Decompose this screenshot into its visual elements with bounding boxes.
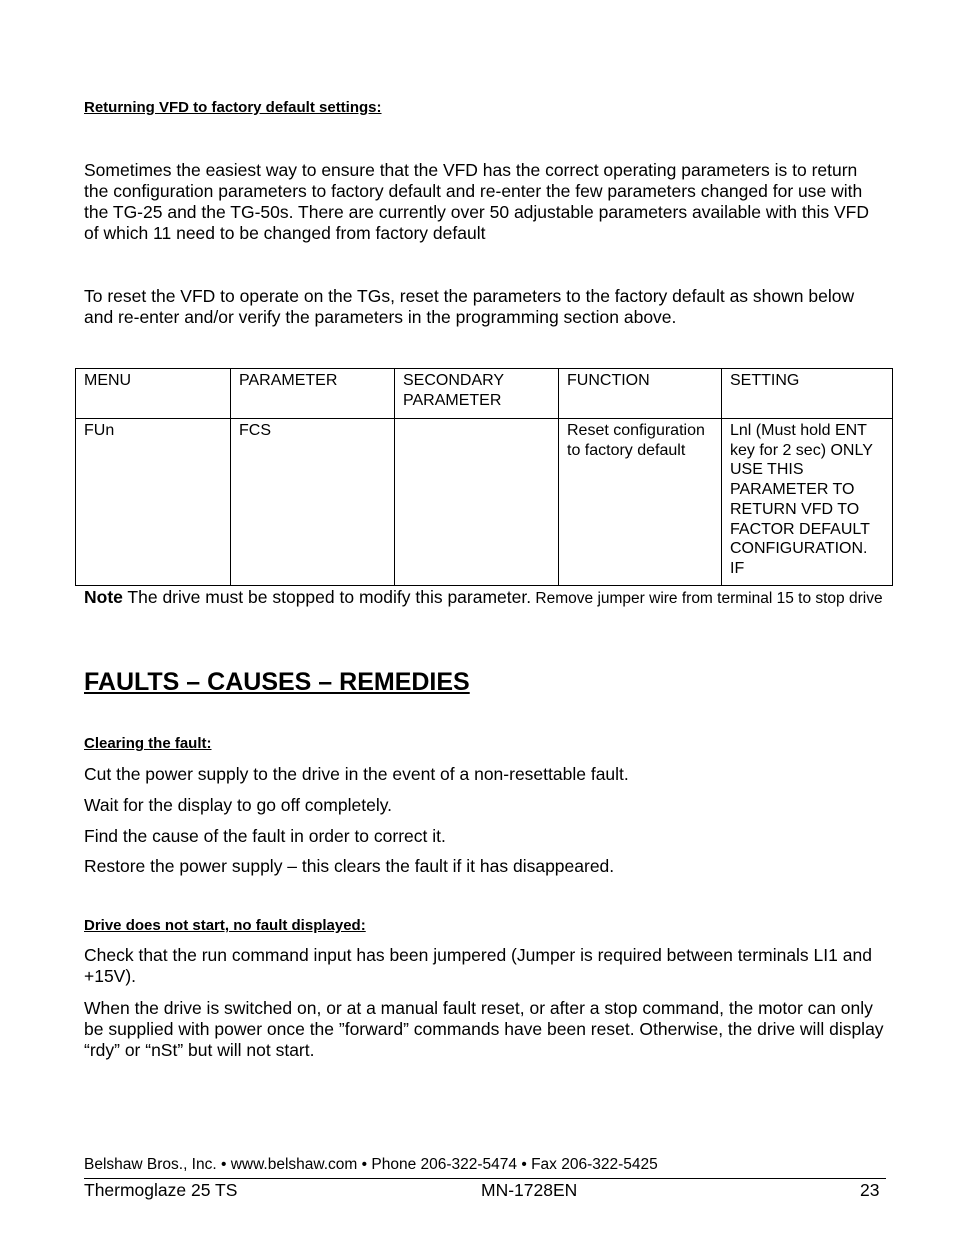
no-start-heading: Drive does not start, no fault displayed:: [84, 917, 366, 934]
cell-secondary-parameter: [395, 419, 559, 586]
footer-document-number: MN-1728EN: [481, 1180, 578, 1200]
note-text: The drive must be stopped to modify this parameter.: [122, 587, 532, 607]
reset-instructions-paragraph: To reset the VFD to operate on the TGs, reset the parameters to the factory default as shown below and re-enter and/or verify the parameters in the programming section above.: [84, 286, 855, 327]
intro-paragraph: Sometimes the easiest way to ensure that the VFD has the correct operating parameters is to return the configuration parameters to factory default and re-enter the few parameters changed for use with the TG-25 and the TG-50s. There are currently over 50 adjustable parameters available with this VFD of which 11 need to be changed from factory default: [84, 160, 869, 243]
note-paragraph: [84, 587, 884, 609]
parameter-table: [75, 368, 893, 586]
clearing-step-3: Find the cause of the fault in order to correct it.: [84, 826, 446, 846]
note-label: Note: [84, 587, 123, 607]
cell-menu: FUn: [76, 419, 231, 586]
note-small-text: Remove jumper wire from terminal 15 to stop drive: [531, 590, 883, 607]
cell-function: Reset configuration to factory default: [559, 419, 722, 586]
table-row: [76, 419, 893, 586]
section-heading-factory-default: Returning VFD to factory default settings:: [84, 99, 382, 116]
no-start-paragraph-1: Check that the run command input has been jumpered (Jumper is required between terminals LI1 and +15V).: [84, 945, 872, 986]
footer-page-number: 23: [860, 1180, 880, 1200]
clearing-step-4: Restore the power supply – this clears the fault if it has disappeared.: [84, 856, 615, 876]
faults-title: FAULTS – CAUSES – REMEDIES: [84, 668, 470, 696]
clearing-fault-heading: Clearing the fault:: [84, 735, 212, 752]
cell-setting: Lnl (Must hold ENT key for 2 sec) ONLY USE THIS PARAMETER TO RETURN VFD TO FACTOR DEFAULT CONFIGURATION. IF: [722, 419, 893, 586]
clearing-step-1: Cut the power supply to the drive in the event of a non-resettable fault.: [84, 764, 629, 784]
clearing-step-2: Wait for the display to go off completely.: [84, 795, 393, 815]
footer-divider: [84, 1178, 886, 1179]
header-secondary-parameter: SECONDARY PARAMETER: [395, 369, 559, 419]
footer-company-info: Belshaw Bros., Inc. • www.belshaw.com • Phone 206-322-5474 • Fax 206-322-5425: [84, 1156, 658, 1173]
header-setting: SETTING: [722, 369, 893, 419]
header-menu: MENU: [76, 369, 231, 419]
header-parameter: PARAMETER: [231, 369, 395, 419]
no-start-paragraph-2: When the drive is switched on, or at a manual fault reset, or after a stop command, the motor can only be supplied with power once the ”forward” commands have been reset. Otherwise, the drive will display “rdy” or “nSt” but will not start.: [84, 998, 884, 1060]
cell-parameter: FCS: [231, 419, 395, 586]
header-function: FUNCTION: [559, 369, 722, 419]
table-header-row: [76, 369, 893, 419]
footer-product-name: Thermoglaze 25 TS: [84, 1180, 238, 1200]
